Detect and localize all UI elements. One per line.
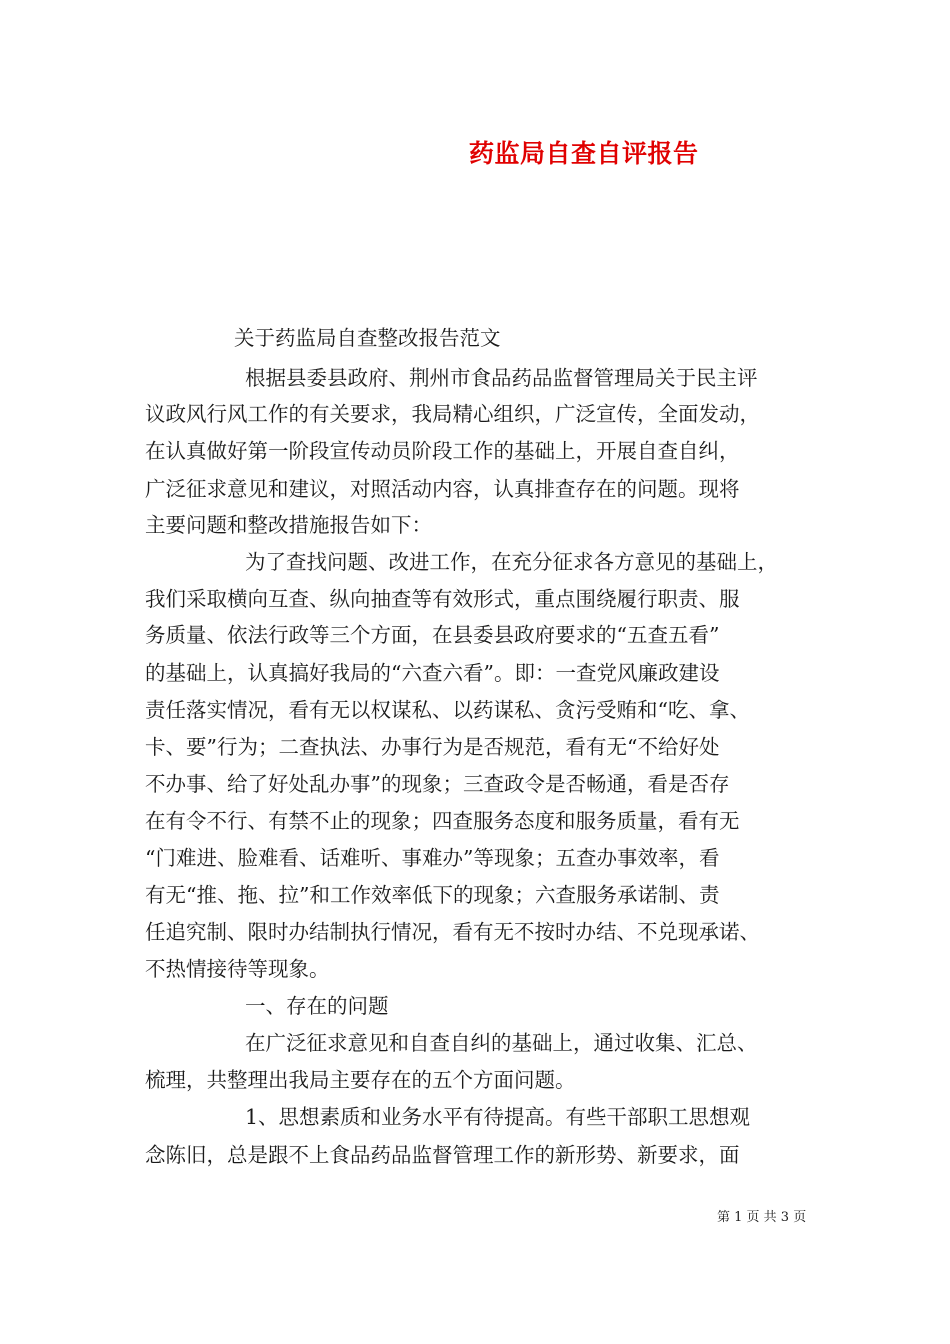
body-line: 议政风行风工作的有关要求，我局精心组织，广泛宣传，全面发动， [145, 402, 760, 426]
body-line: 1、思想素质和业务水平有待提高。有些干部职工思想观 [245, 1105, 751, 1129]
body-line: 卡、要”行为；二查执法、办事行为是否规范，看有无“不给好处 [145, 735, 720, 759]
body-line: 关于药监局自查整改报告范文 [234, 326, 501, 350]
body-line: 务质量、依法行政等三个方面，在县委县政府要求的“五查五看” [145, 623, 720, 647]
page-footer: 第 1 页 共 3 页 [717, 1210, 807, 1225]
body-line: 念陈旧，总是跟不上食品药品监督管理工作的新形势、新要求，面 [145, 1143, 740, 1167]
body-line: 在认真做好第一阶段宣传动员阶段工作的基础上，开展自查自纠， [145, 439, 740, 463]
body-line: 主要问题和整改措施报告如下： [145, 513, 432, 537]
body-line: 为了查找问题、改进工作，在充分征求各方意见的基础上， [245, 550, 778, 574]
body-line: 在有令不行、有禁不止的现象；四查服务态度和服务质量，看有无 [145, 809, 740, 833]
body-line: “门难进、脸难看、话难听、事难办”等现象；五查办事效率，看 [145, 846, 720, 870]
body-line: 根据县委县政府、荆州市食品药品监督管理局关于民主评 [245, 366, 758, 390]
body-line: 在广泛征求意见和自查自纠的基础上，通过收集、汇总、 [245, 1031, 758, 1055]
body-line: 任追究制、限时办结制执行情况，看有无不按时办结、不兑现承诺、 [145, 920, 760, 944]
body-line: 不热情接待等现象。 [145, 957, 330, 981]
body-line: 不办事、给了好处乱办事”的现象；三查政令是否畅通，看是否存 [145, 772, 730, 796]
body-line: 责任落实情况，看有无以权谋私、以药谋私、贪污受贿和“吃、拿、 [145, 698, 750, 722]
section-heading: 一、存在的问题 [245, 994, 389, 1018]
body-line: 我们采取横向互查、纵向抽查等有效形式，重点围绕履行职责、服 [145, 587, 740, 611]
body-line: 有无“推、拖、拉”和工作效率低下的现象；六查服务承诺制、责 [145, 883, 720, 907]
body-line: 的基础上，认真搞好我局的“六查六看”。即：一查党风廉政建设 [145, 661, 720, 685]
body-line: 梳理，共整理出我局主要存在的五个方面问题。 [145, 1068, 576, 1092]
page-title: 药监局自查自评报告 [469, 139, 699, 168]
body-line: 广泛征求意见和建议，对照活动内容，认真排查存在的问题。现将 [145, 477, 740, 501]
